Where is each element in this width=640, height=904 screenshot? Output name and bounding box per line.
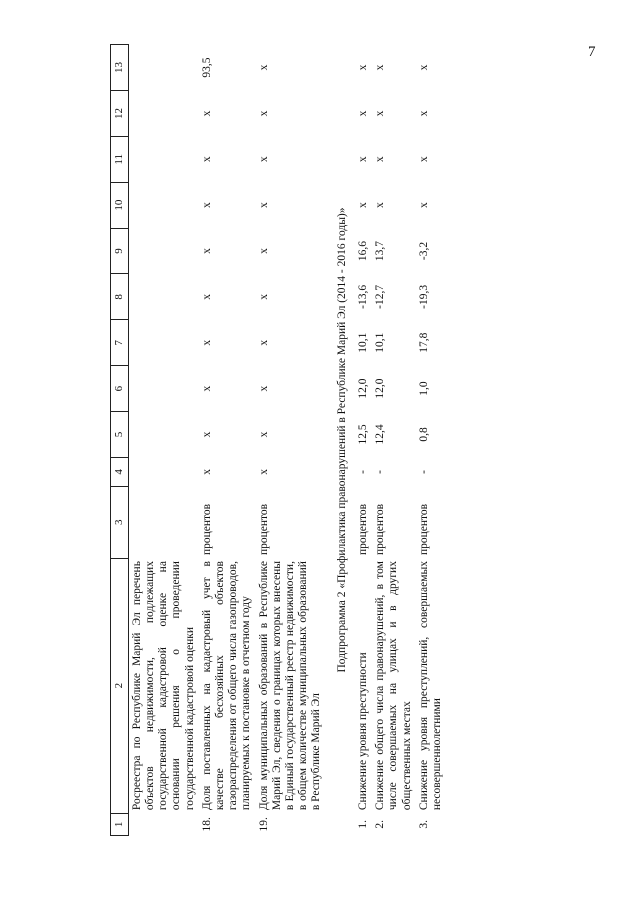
row-description: Доля поставленных на кадастровый учет в качестве бесхозяйных объектов газораспределения от общего числа газопроводов, планируемых к постановке в отчетном году	[200, 561, 253, 811]
page-number: 7	[588, 44, 596, 60]
row-value: х	[257, 294, 270, 300]
row-value: х	[200, 294, 213, 300]
row-value: х	[356, 156, 369, 163]
row-value: х	[200, 110, 213, 117]
row-value: х	[257, 248, 270, 254]
header-cell: 7	[111, 320, 129, 366]
row-value	[128, 320, 199, 366]
row-value: -	[417, 470, 430, 474]
row-value: х	[200, 431, 213, 438]
row-number: 2.	[374, 820, 387, 829]
row-value	[128, 412, 199, 458]
row-unit	[128, 486, 199, 558]
row-value: х	[257, 385, 270, 392]
table-row	[128, 45, 199, 836]
table-row	[416, 45, 446, 836]
row-unit: процентов	[356, 503, 369, 556]
row-value: х	[374, 156, 387, 163]
header-cell: 5	[111, 412, 129, 458]
row-value: х	[356, 64, 369, 71]
row-value: 12,0	[374, 378, 387, 399]
header-cell: 9	[111, 228, 129, 274]
row-value: х	[417, 110, 430, 117]
row-value: х	[374, 64, 387, 71]
row-value: 12,5	[356, 424, 369, 445]
row-value: -3,2	[417, 241, 430, 261]
row-value: х	[257, 110, 270, 117]
row-value	[128, 457, 199, 486]
header-row	[111, 45, 129, 836]
row-number: 1.	[356, 820, 369, 829]
row-value: х	[257, 469, 270, 475]
subprogram-row	[326, 45, 355, 836]
row-value: -	[356, 470, 369, 474]
row-value: х	[257, 156, 270, 163]
row-value: 10,1	[374, 332, 387, 353]
header-cell: 2	[111, 558, 129, 813]
row-description: Снижение общего числа правонарушений, в том числе совершаемых на улицах и в других общественных местах	[374, 561, 413, 811]
row-value: 13,7	[374, 240, 387, 262]
row-value: х	[417, 202, 430, 209]
header-cell: 3	[111, 486, 129, 558]
row-value: х	[257, 202, 270, 209]
row-value: х	[417, 64, 430, 71]
row-value: х	[257, 64, 270, 71]
row-description: Росреестра по Республике Марий Эл перечень объектов недвижимости, подлежащих государственной кадастровой оценке на основании решения о проведении государственной кадастровой оценки	[130, 561, 196, 811]
row-description: Снижение уровня преступности	[356, 652, 369, 811]
row-value	[128, 228, 199, 274]
row-unit: процентов	[417, 503, 430, 556]
row-value: -19,3	[417, 284, 430, 309]
header-cell: 12	[111, 91, 129, 137]
row-description: Снижение уровня преступлений, совершаемых несовершеннолетними	[417, 561, 444, 811]
subprogram-title: Подпрограмма 2 «Профилактика правонарушений в Республике Марий Эл (2014 - 2016 годы)»	[335, 207, 348, 673]
row-value: х	[374, 110, 387, 117]
row-value: -	[374, 470, 387, 474]
row-value: 93,5	[200, 57, 213, 78]
row-value: х	[417, 156, 430, 163]
row-value: х	[200, 156, 213, 163]
row-value: х	[200, 339, 213, 346]
row-number: 18.	[200, 817, 213, 832]
row-description: Доля муниципальных образований в Республике Марий Эл, сведения о границах которых внесены в Единый государственный реестр недвижимости, в общем количестве муниципальных образований в Республике Марий Эл	[257, 561, 323, 811]
row-value: х	[200, 202, 213, 209]
row-value	[128, 274, 199, 320]
row-value: х	[356, 202, 369, 209]
header-cell: 1	[111, 813, 129, 835]
row-number: 19.	[257, 817, 270, 832]
row-value	[128, 366, 199, 412]
indicators-table	[110, 44, 446, 836]
row-value	[128, 136, 199, 182]
row-value: х	[200, 385, 213, 392]
row-value: 10,1	[356, 332, 369, 353]
table-sheet	[110, 44, 578, 836]
row-value	[128, 91, 199, 137]
row-value: х	[374, 202, 387, 209]
row-value: -13,6	[356, 284, 369, 309]
row-unit: процентов	[374, 503, 387, 556]
header-cell: 6	[111, 366, 129, 412]
row-unit: процентов	[200, 503, 213, 556]
header-cell: 10	[111, 182, 129, 228]
row-value: 12,0	[356, 378, 369, 399]
row-value: х	[356, 110, 369, 117]
header-cell: 4	[111, 457, 129, 486]
row-value	[128, 182, 199, 228]
row-number: 3.	[417, 820, 430, 829]
row-value: х	[257, 431, 270, 438]
header-cell: 11	[111, 136, 129, 182]
row-value: 17,8	[417, 332, 430, 353]
header-cell: 8	[111, 274, 129, 320]
table-row	[355, 45, 372, 836]
row-value	[128, 45, 199, 91]
row-value: х	[257, 339, 270, 346]
row-value: 12,4	[374, 424, 387, 445]
row-value: 1,0	[417, 381, 430, 396]
row-unit: процентов	[257, 503, 270, 556]
table-row	[256, 45, 326, 836]
row-value: -12,7	[374, 284, 387, 309]
row-value: х	[200, 248, 213, 254]
row-number	[128, 813, 199, 835]
row-value: 16,6	[356, 240, 369, 262]
row-value: х	[200, 469, 213, 475]
table-row	[199, 45, 256, 836]
row-value: 0,8	[417, 427, 430, 442]
header-cell: 13	[111, 45, 129, 91]
table-row	[372, 45, 416, 836]
